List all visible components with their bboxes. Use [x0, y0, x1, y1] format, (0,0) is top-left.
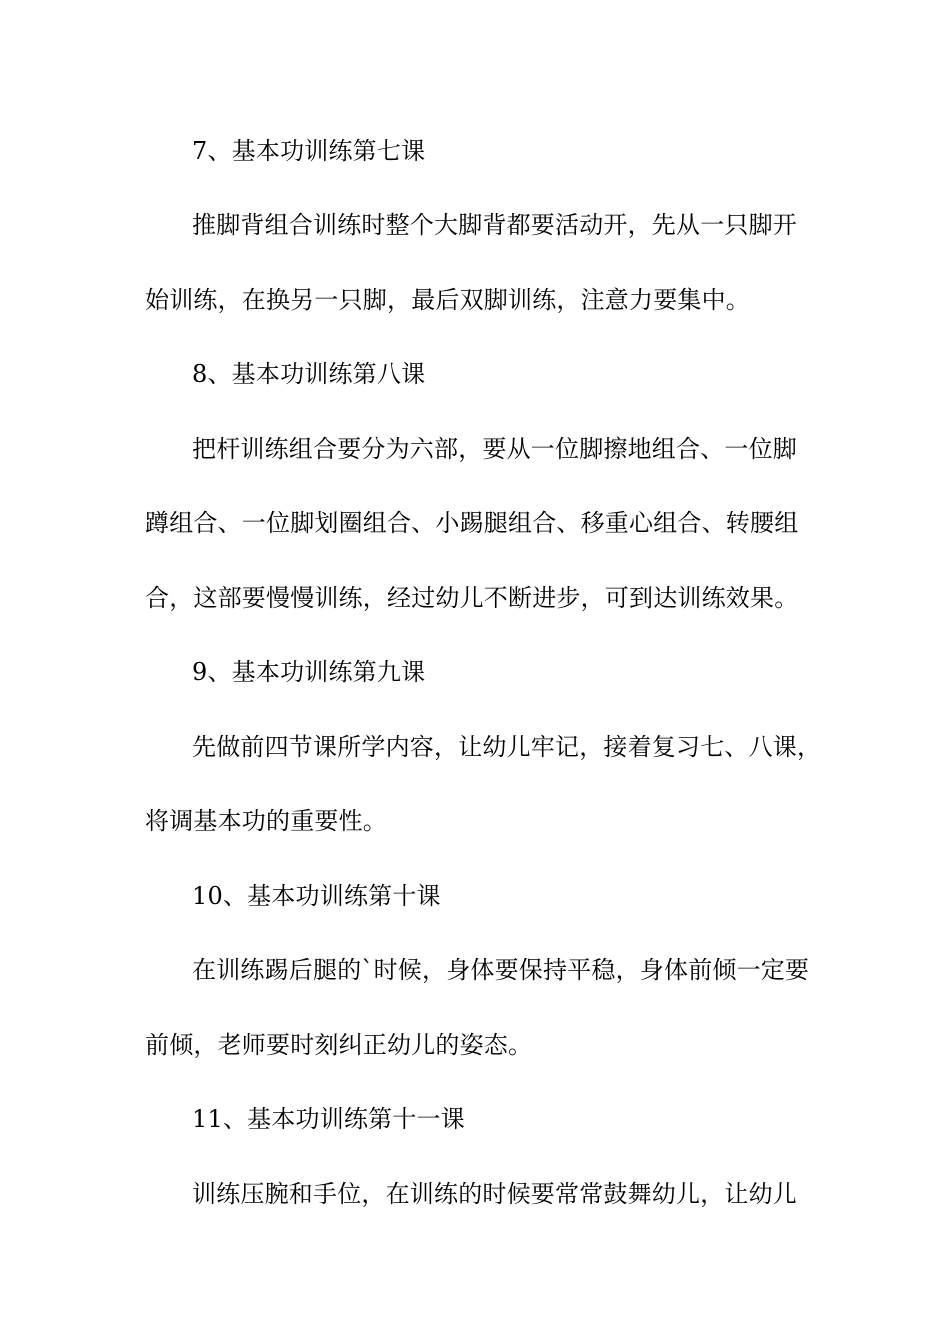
lesson-8-text-line-1: 把杆训练组合要分为六部，要从一位脚擦地组合、一位脚	[192, 435, 797, 463]
lesson-11-text-line-1: 训练压腕和手位，在训练的时候要常常鼓舞幼儿，让幼儿	[192, 1180, 797, 1208]
lesson-8-text-line-3: 合，这部要慢慢训练，经过幼儿不断进步，可到达训练效果。	[145, 584, 799, 612]
lesson-7-text-line-2: 始训练，在换另一只脚，最后双脚训练，注意力要集中。	[145, 286, 750, 314]
lesson-9-text-line-2: 将调基本功的重要性。	[145, 807, 387, 835]
lesson-10-text-line-2: 前倾，老师要时刻纠正幼儿的姿态。	[145, 1031, 533, 1059]
lesson-7-heading: 7、基本功训练第七课	[192, 137, 426, 165]
lesson-9-heading: 9、基本功训练第九课	[192, 658, 426, 686]
lesson-11-heading: 11、基本功训练第十一课	[192, 1105, 465, 1133]
lesson-8-text-line-2: 蹲组合、一位脚划圈组合、小踢腿组合、移重心组合、转腰组	[145, 509, 799, 537]
lesson-9-text-line-1: 先做前四节课所学内容，让幼儿牢记，接着复习七、八课，	[192, 733, 822, 761]
lesson-8-heading: 8、基本功训练第八课	[192, 360, 426, 388]
lesson-10-text-line-1: 在训练踢后腿的`时候，身体要保持平稳，身体前倾一定要	[192, 956, 810, 984]
lesson-7-text-line-1: 推脚背组合训练时整个大脚背都要活动开，先从一只脚开	[192, 211, 797, 239]
lesson-10-heading: 10、基本功训练第十课	[192, 882, 441, 910]
